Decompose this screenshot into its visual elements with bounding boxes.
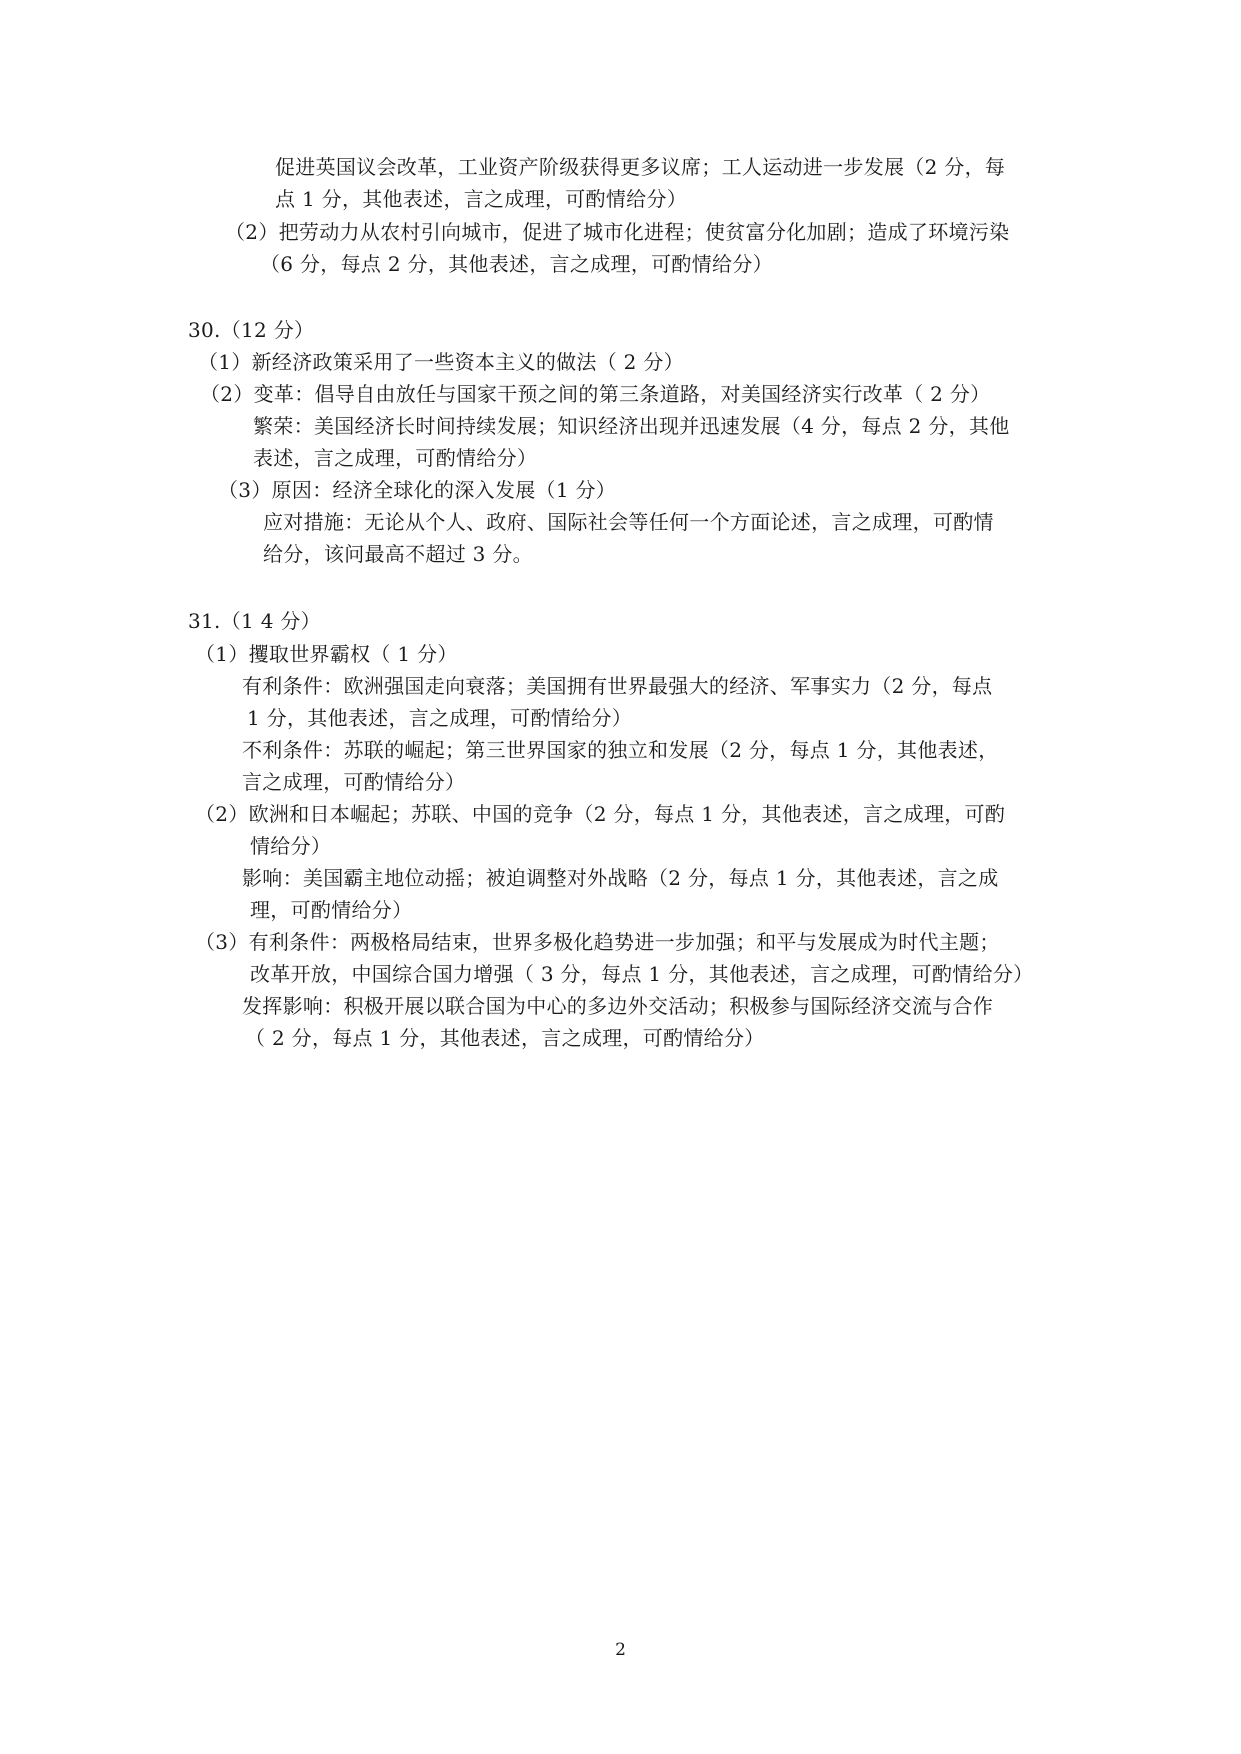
text-line: 繁荣：美国经济长时间持续发展；知识经济出现并迅速发展（4 分，每点 2 分，其他 bbox=[253, 414, 1010, 438]
text-line: （2）把劳动力从农村引向城市，促进了城市化进程；使贫富分化加剧；造成了环境污染 bbox=[225, 220, 1010, 244]
page-number: 2 bbox=[615, 1640, 626, 1660]
text-line: 给分，该问最高不超过 3 分。 bbox=[263, 542, 533, 566]
text-line: 发挥影响：积极开展以联合国为中心的多边外交活动；积极参与国际经济交流与合作 bbox=[242, 994, 994, 1018]
text-line: （2）变革：倡导自由放任与国家干预之间的第三条道路，对美国经济实行改革（ 2 分） bbox=[200, 382, 991, 406]
text-line: 点 1 分，其他表述，言之成理，可酌情给分） bbox=[275, 187, 688, 211]
text-line: 言之成理，可酌情给分） bbox=[242, 770, 466, 794]
text-line: （3）原因：经济全球化的深入发展（1 分） bbox=[218, 478, 617, 502]
text-line: 情给分） bbox=[250, 834, 332, 858]
text-line: 表述，言之成理，可酌情给分） bbox=[253, 446, 538, 470]
text-line: （1）新经济政策采用了一些资本主义的做法（ 2 分） bbox=[198, 350, 684, 374]
question-heading: 31.（1 4 分） bbox=[188, 609, 321, 633]
text-line: 促进英国议会改革，工业资产阶级获得更多议席；工人运动进一步发展（2 分，每 bbox=[275, 155, 1006, 179]
text-line: （3）有利条件：两极格局结束，世界多极化趋势进一步加强；和平与发展成为时代主题； bbox=[195, 930, 1000, 954]
text-line: 理，可酌情给分） bbox=[250, 898, 413, 922]
text-line: 有利条件：欧洲强国走向衰落；美国拥有世界最强大的经济、军事实力（2 分，每点 bbox=[242, 674, 993, 698]
text-line: （1）攫取世界霸权（ 1 分） bbox=[195, 642, 458, 666]
text-line: 改革开放，中国综合国力增强（ 3 分，每点 1 分，其他表述，言之成理，可酌情给分） bbox=[250, 962, 1034, 986]
text-line: 影响：美国霸主地位动摇；被迫调整对外战略（2 分，每点 1 分，其他表述，言之成 bbox=[242, 866, 999, 890]
question-heading: 30.（12 分） bbox=[188, 318, 315, 342]
text-line: 1 分，其他表述，言之成理，可酌情给分） bbox=[247, 706, 633, 730]
text-line: （ 2 分，每点 1 分，其他表述，言之成理，可酌情给分） bbox=[245, 1026, 765, 1050]
text-line: （6 分，每点 2 分，其他表述，言之成理，可酌情给分） bbox=[260, 252, 773, 276]
text-line: 应对措施：无论从个人、政府、国际社会等任何一个方面论述，言之成理，可酌情 bbox=[263, 510, 994, 534]
text-line: （2）欧洲和日本崛起；苏联、中国的竞争（2 分，每点 1 分，其他表述，言之成理，可酌 bbox=[195, 802, 1006, 826]
text-line: 不利条件：苏联的崛起；第三世界国家的独立和发展（2 分，每点 1 分，其他表述， bbox=[242, 738, 999, 762]
